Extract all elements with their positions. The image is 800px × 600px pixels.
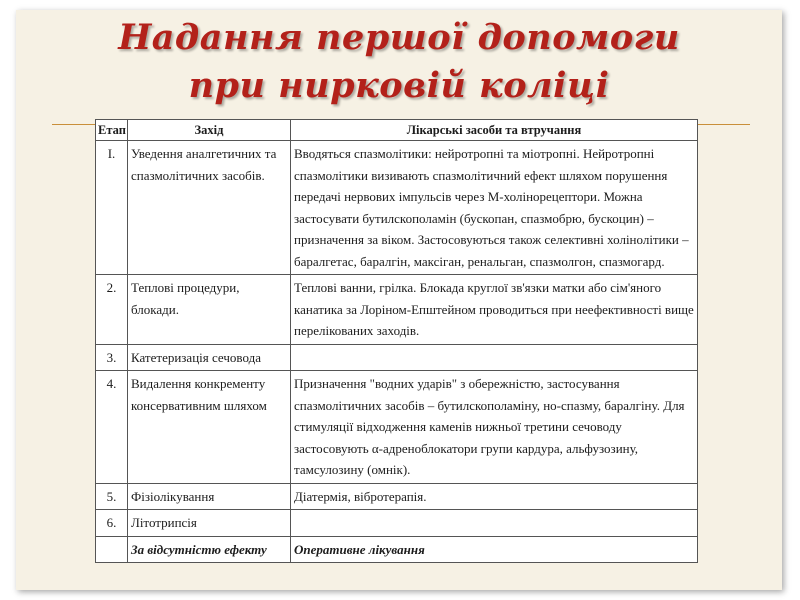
stage-cell: 6. xyxy=(96,510,128,537)
stage-cell: I. xyxy=(96,141,128,275)
measure-cell: Катетеризація сечовода xyxy=(128,344,291,371)
slide-title-line-2: при нирковій коліці xyxy=(188,65,610,106)
treatment-cell: Діатермія, вібротерапія. xyxy=(291,483,698,510)
header-measure: Захід xyxy=(128,120,291,141)
table-row xyxy=(96,344,698,371)
title-divider-right xyxy=(695,124,750,125)
stage-cell: 5. xyxy=(96,483,128,510)
first-aid-table xyxy=(95,119,698,563)
stage-cell: 4. xyxy=(96,371,128,484)
measure-cell: Теплові процедури, блокади. xyxy=(128,275,291,345)
slide-title-line-1: Надання першої допомоги xyxy=(118,17,680,58)
surgery-cell: Оперативне лікування xyxy=(291,536,698,563)
slide-title xyxy=(16,14,782,110)
table-row xyxy=(96,371,698,484)
treatment-cell xyxy=(291,510,698,537)
title-divider-left xyxy=(52,124,96,125)
table-footer-row xyxy=(96,536,698,563)
measure-cell: Уведення аналгетичних та спазмолітичних засобів. xyxy=(128,141,291,275)
stage-cell xyxy=(96,536,128,563)
treatment-cell: Призначення "водних ударів" з обережністю, застосування спазмолітичних засобів – бутилскополаміну, но-спазму, баралгіну. Для стимуляції відходження каменів нижньої третини сечоводу застосовують α-адреноблокатори групи кардура, альфузозину, тамсулозину (омнік). xyxy=(291,371,698,484)
measure-cell: Видалення конкременту консервативним шляхом xyxy=(128,371,291,484)
table-header-row xyxy=(96,120,698,141)
table-row xyxy=(96,483,698,510)
header-stage: Етап xyxy=(96,120,128,141)
measure-cell: Фізіолікування xyxy=(128,483,291,510)
table-row xyxy=(96,141,698,275)
treatment-cell xyxy=(291,344,698,371)
treatment-cell: Вводяться спазмолітики: нейротропні та міотропні. Нейротропні спазмолітики визивають спазмолітичний ефект шляхом порушення передачі нервових імпульсів через М-холінорецептори. Можна застосувати бутилскополамін (бускопан, спазмобрю, бускоцин) – призначення за віком. Застосовуються також селективні холінолітики – баралгетас, баралгін, максіган, ренальган, спазмолгон, спазмогард. xyxy=(291,141,698,275)
table-row xyxy=(96,275,698,345)
header-treatment: Лікарські засоби та втручання xyxy=(291,120,698,141)
stage-cell: 3. xyxy=(96,344,128,371)
table-row xyxy=(96,510,698,537)
stage-cell: 2. xyxy=(96,275,128,345)
measure-cell: Літотрипсія xyxy=(128,510,291,537)
no-effect-cell: За відсутністю ефекту xyxy=(128,536,291,563)
treatment-cell: Теплові ванни, грілка. Блокада круглої зв'язки матки або сім'яного канатика за Лоріном-Епштейном проводиться при неефективності вище перелікованих заходів. xyxy=(291,275,698,345)
